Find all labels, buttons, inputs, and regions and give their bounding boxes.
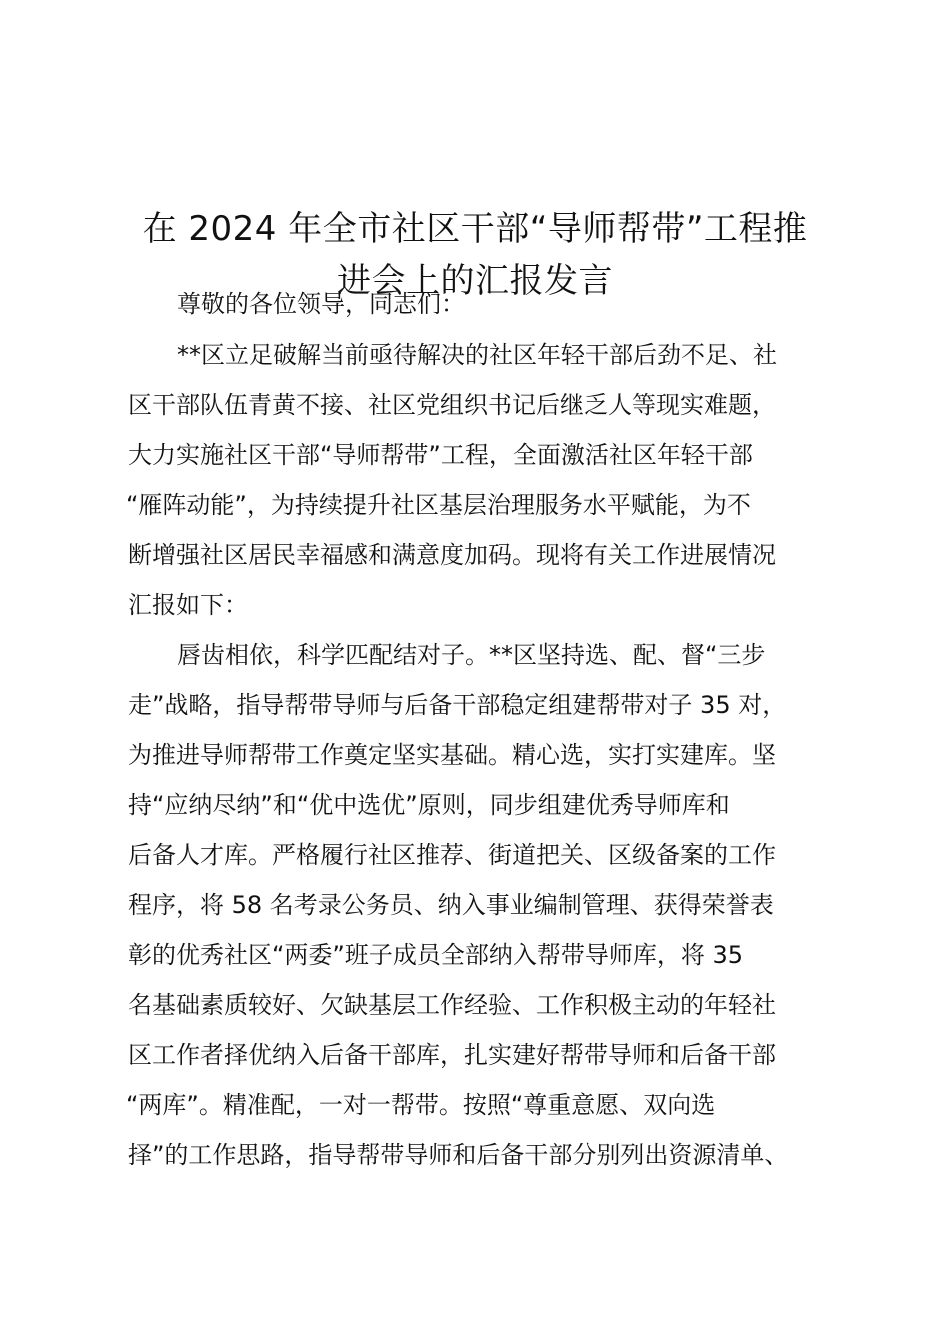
body-line: 持“应纳尽纳”和“优中选优”原则，同步组建优秀导师库和 xyxy=(128,791,730,819)
body-line: 汇报如下： xyxy=(128,591,248,619)
body-line: 走”战略，指导帮带导师与后备干部稳定组建帮带对子 35 对， xyxy=(128,691,787,719)
body-line: 区干部队伍青黄不接、社区党组织书记后继乏人等现实难题， xyxy=(128,391,776,419)
body-line: 唇齿相依，科学匹配结对子。**区坚持选、配、督“三步 xyxy=(177,641,766,669)
body-line: 大力实施社区干部“导师帮带”工程，全面激活社区年轻干部 xyxy=(128,441,753,469)
body-line: 择”的工作思路，指导帮带导师和后备干部分别列出资源清单、 xyxy=(128,1141,789,1169)
body-line: 断增强社区居民幸福感和满意度加码。现将有关工作进展情况 xyxy=(128,541,776,569)
body-line: 区工作者择优纳入后备干部库，扎实建好帮带导师和后备干部 xyxy=(128,1041,776,1069)
title-line-1: 在 2024 年全市社区干部“导师帮带”工程推 xyxy=(142,208,808,249)
salutation: 尊敬的各位领导，同志们： xyxy=(177,290,465,318)
body-line: 彰的优秀社区“两委”班子成员全部纳入帮带导师库，将 35 xyxy=(128,941,744,969)
body-line: 为推进导师帮带工作奠定坚实基础。精心选，实打实建库。坚 xyxy=(128,741,776,769)
title-line-2: 进会上的汇报发言 xyxy=(337,260,613,301)
body-line: “两库”。精准配，一对一帮带。按照“尊重意愿、双向选 xyxy=(126,1091,716,1119)
body-line: 后备人才库。严格履行社区推荐、街道把关、区级备案的工作 xyxy=(128,841,776,869)
body-line: “雁阵动能”，为持续提升社区基层治理服务水平赋能，为不 xyxy=(126,491,751,519)
body-line: **区立足破解当前亟待解决的社区年轻干部后劲不足、社 xyxy=(177,341,777,369)
body-line: 程序，将 58 名考录公务员、纳入事业编制管理、获得荣誉表 xyxy=(128,891,774,919)
body-line: 名基础素质较好、欠缺基层工作经验、工作积极主动的年轻社 xyxy=(128,991,776,1019)
